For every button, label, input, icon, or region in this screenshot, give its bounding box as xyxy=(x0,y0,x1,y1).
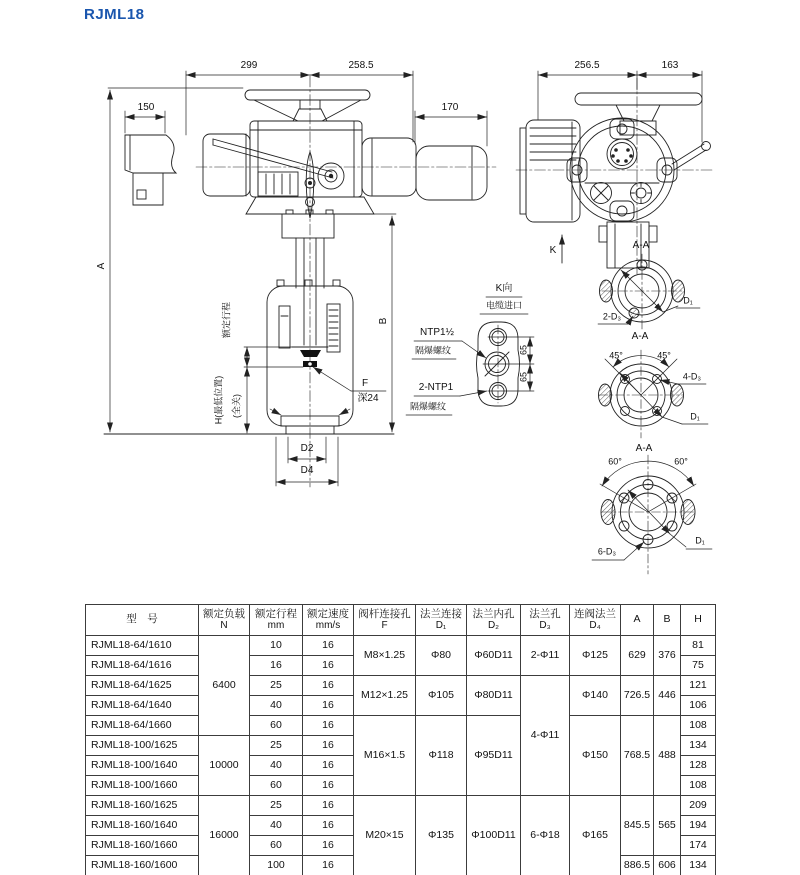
model-cell: RJML18-160/1640 xyxy=(86,816,199,836)
h-cell: 106 xyxy=(681,696,716,716)
h-cell: 134 xyxy=(681,856,716,875)
load-cell: 16000 xyxy=(199,796,250,875)
d2-cell: Φ95D11 xyxy=(467,716,521,796)
speed-cell: 16 xyxy=(303,736,354,756)
side-view-drawing xyxy=(516,71,712,274)
stroke-cell: 60 xyxy=(250,836,303,856)
h-cell: 121 xyxy=(681,676,716,696)
speed-cell: 16 xyxy=(303,816,354,836)
f-hole-label: F xyxy=(361,378,369,389)
model-cell: RJML18-64/1660 xyxy=(86,716,199,736)
model-cell: RJML18-64/1640 xyxy=(86,696,199,716)
dim-label-65-top: 65 xyxy=(518,344,529,356)
h-cell: 108 xyxy=(681,776,716,796)
table-row xyxy=(86,796,716,816)
d4-cell: Φ125 xyxy=(570,636,621,676)
stroke-pointer xyxy=(300,350,321,357)
col-header-stroke: 额定行程 mm xyxy=(250,605,303,636)
yoke-assembly xyxy=(104,238,394,434)
aa1-holes-label: 2-D₃ xyxy=(602,311,622,322)
actuator-body-front xyxy=(203,121,487,238)
cable-entry-label: 电缆进口 xyxy=(485,300,523,311)
model-cell: RJML18-160/1625 xyxy=(86,796,199,816)
model-cell: RJML18-100/1625 xyxy=(86,736,199,756)
d4-cell: Φ140 xyxy=(570,676,621,716)
left-enclosure xyxy=(125,135,176,205)
b-cell: 376 xyxy=(654,636,681,676)
speed-cell: 16 xyxy=(303,856,354,875)
aa3-holes-label: 6-D₃ xyxy=(597,546,617,557)
dim-label-256-5: 256.5 xyxy=(574,60,600,71)
aa2-angle-left: 45° xyxy=(609,350,623,361)
stroke-cell: 40 xyxy=(250,756,303,776)
aa3-angle-right: 60° xyxy=(674,456,688,467)
flameproof-thread-label-b: 隔爆螺纹 xyxy=(409,401,447,412)
model-cell: RJML18-100/1640 xyxy=(86,756,199,776)
terminal-cylinder xyxy=(416,146,487,200)
h-cell: 209 xyxy=(681,796,716,816)
ntp-small-label: 2-NTP1 xyxy=(418,382,454,393)
display-window xyxy=(607,139,637,169)
speed-cell: 16 xyxy=(303,776,354,796)
d1-cell: Φ118 xyxy=(416,716,467,796)
gearbox-housing xyxy=(203,134,250,196)
side-lever xyxy=(672,142,711,171)
dim-label-170: 170 xyxy=(441,102,459,113)
a-cell: 886.5 xyxy=(621,856,654,875)
aa2-angle-right: 45° xyxy=(657,350,671,361)
stroke-cell: 40 xyxy=(250,696,303,716)
handwheel-front xyxy=(245,90,370,121)
model-cell: RJML18-160/1660 xyxy=(86,836,199,856)
speed-cell: 16 xyxy=(303,756,354,776)
b-cell: 606 xyxy=(654,856,681,875)
d1-cell: Φ135 xyxy=(416,796,467,875)
b-cell: 446 xyxy=(654,676,681,716)
col-header-a: A xyxy=(621,605,654,636)
col-header-d1: 法兰连接 D₁ xyxy=(416,605,467,636)
h-cell: 81 xyxy=(681,636,716,656)
model-cell: RJML18-64/1610 xyxy=(86,636,199,656)
model-cell: RJML18-160/1600 xyxy=(86,856,199,875)
stroke-cell: 16 xyxy=(250,656,303,676)
d3-cell: 2-Φ11 xyxy=(521,636,570,676)
flange-lug xyxy=(600,280,613,302)
aa3-angle-left: 60° xyxy=(608,456,622,467)
table-row xyxy=(86,636,716,656)
flange-lug xyxy=(671,384,684,406)
a-cell: 629 xyxy=(621,636,654,676)
model-cell: RJML18-100/1660 xyxy=(86,776,199,796)
flameproof-thread-label-a: 隔爆螺纹 xyxy=(414,345,452,356)
load-cell: 10000 xyxy=(199,736,250,796)
stroke-window xyxy=(279,306,290,348)
col-header-d3: 法兰孔 D₃ xyxy=(521,605,570,636)
dim-label-65-bottom: 65 xyxy=(518,371,529,383)
k-direction-label: K xyxy=(549,245,557,256)
col-header-f: 阀杆连接孔 F xyxy=(354,605,416,636)
f-cell: M8×1.25 xyxy=(354,636,416,676)
col-header-load: 额定负载 N xyxy=(199,605,250,636)
b-cell: 488 xyxy=(654,716,681,796)
d3-cell: 4-Φ11 xyxy=(521,676,570,796)
mounting-flange xyxy=(282,214,334,238)
a-cell: 768.5 xyxy=(621,716,654,796)
name-plate xyxy=(258,172,298,196)
speed-cell: 16 xyxy=(303,716,354,736)
col-header-d2: 法兰内孔 D₂ xyxy=(467,605,521,636)
col-header-b: B xyxy=(654,605,681,636)
dim-label-299: 299 xyxy=(240,60,258,71)
front-dimensions xyxy=(108,71,487,486)
stroke-cell: 25 xyxy=(250,796,303,816)
stroke-cell: 40 xyxy=(250,816,303,836)
f-depth-label: 深24 xyxy=(357,393,379,404)
stroke-cell: 100 xyxy=(250,856,303,875)
d2-cell: Φ100D11 xyxy=(467,796,521,875)
motor-side xyxy=(520,120,580,222)
stroke-cell: 25 xyxy=(250,676,303,696)
d1-cell: Φ80 xyxy=(416,636,467,676)
h-cell: 174 xyxy=(681,836,716,856)
h-cell: 108 xyxy=(681,716,716,736)
stroke-cell: 60 xyxy=(250,776,303,796)
dim-label-a: A xyxy=(96,262,107,270)
page-title: RJML18 xyxy=(84,6,145,23)
d2-cell: Φ60D11 xyxy=(467,636,521,676)
spec-table xyxy=(85,604,716,875)
flange-lug xyxy=(681,500,695,525)
dim-label-163: 163 xyxy=(661,60,679,71)
dim-label-b: B xyxy=(378,317,389,325)
model-cell: RJML18-64/1625 xyxy=(86,676,199,696)
dim-label-258-5: 258.5 xyxy=(348,60,374,71)
section-aa1-title: A-A xyxy=(632,240,650,251)
h-cell: 75 xyxy=(681,656,716,676)
b-cell: 565 xyxy=(654,796,681,856)
aa2-holes-label: 4-D₃ xyxy=(682,371,702,382)
load-cell: 6400 xyxy=(199,636,250,736)
stroke-cell: 10 xyxy=(250,636,303,656)
h-cell: 134 xyxy=(681,736,716,756)
speed-cell: 16 xyxy=(303,836,354,856)
a-cell: 726.5 xyxy=(621,676,654,716)
col-header-h: H xyxy=(681,605,716,636)
flange-lug xyxy=(599,384,612,406)
ntp-large-label: NTP1½ xyxy=(420,327,454,338)
d2-cell: Φ80D11 xyxy=(467,676,521,716)
aa2-d1-label: D₁ xyxy=(690,411,700,422)
f-cell: M20×15 xyxy=(354,796,416,875)
aa1-d1-label: D₁ xyxy=(683,295,693,306)
front-view-drawing xyxy=(104,71,496,487)
f-cell: M12×1.25 xyxy=(354,676,416,716)
speed-cell: 16 xyxy=(303,796,354,816)
h-cell: 128 xyxy=(681,756,716,776)
d4-cell: Φ165 xyxy=(570,796,621,875)
table-row xyxy=(86,676,716,696)
speed-cell: 16 xyxy=(303,676,354,696)
k-view-drawing xyxy=(406,297,534,415)
speed-cell: 16 xyxy=(303,696,354,716)
col-header-speed: 额定速度 mm/s xyxy=(303,605,354,636)
model-cell: RJML18-64/1616 xyxy=(86,656,199,676)
stroke-cell: 60 xyxy=(250,716,303,736)
fully-closed-label: (全关) xyxy=(231,394,242,418)
k-view-title: K向 xyxy=(495,283,513,294)
section-aa2-drawing xyxy=(599,350,709,438)
dim-label-150: 150 xyxy=(137,102,155,113)
rated-stroke-label: 额定行程 xyxy=(221,301,232,339)
speed-cell: 16 xyxy=(303,656,354,676)
stroke-cell: 25 xyxy=(250,736,303,756)
h-cell: 194 xyxy=(681,816,716,836)
section-aa3-title: A-A xyxy=(635,443,653,454)
d3-cell: 6-Φ18 xyxy=(521,796,570,875)
d4-cell: Φ150 xyxy=(570,716,621,796)
h-lowest-position-label: H(最低位置) xyxy=(213,375,224,425)
col-header-d4: 连阀法兰 D₄ xyxy=(570,605,621,636)
speed-cell: 16 xyxy=(303,636,354,656)
section-aa2-title: A-A xyxy=(631,331,649,342)
table-header-row xyxy=(86,605,716,636)
dim-label-d2: D2 xyxy=(300,443,314,454)
flange-lug xyxy=(601,500,615,525)
d1-cell: Φ105 xyxy=(416,676,467,716)
table-row xyxy=(86,716,716,736)
dim-label-d4: D4 xyxy=(300,465,314,476)
aa3-d1-label: D₁ xyxy=(695,535,705,546)
handwheel-side xyxy=(575,93,702,135)
f-cell: M16×1.5 xyxy=(354,716,416,796)
a-cell: 845.5 xyxy=(621,796,654,856)
col-header-model: 型 号 xyxy=(86,605,199,636)
